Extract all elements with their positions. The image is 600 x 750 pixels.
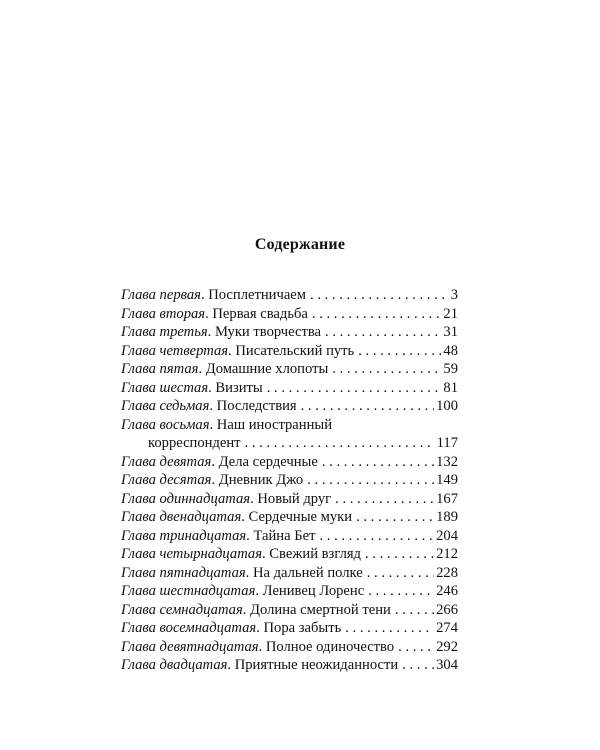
page-number: 48	[443, 342, 458, 359]
chapter-number: Глава третья	[121, 324, 208, 340]
dot-leader	[312, 305, 442, 324]
dot-leader	[245, 434, 435, 453]
chapter-title: Полное одиночество	[265, 638, 395, 655]
toc-entry[interactable]: Глава пятая. Домашние хлопоты . . . 59	[121, 360, 458, 379]
chapter-title: Свежий взгляд	[269, 546, 361, 562]
table-of-contents	[121, 286, 458, 675]
toc-entry[interactable]: Глава первая. Посплетничаем . . . 3	[121, 286, 458, 305]
chapter-title: Приятные неожиданности	[234, 657, 399, 673]
toc-entry[interactable]: Глава десятая. Дневник Джо . . . 149	[121, 471, 458, 490]
toc-entry[interactable]: Глава девятая. Дела сердечные . . . 132	[121, 453, 458, 472]
chapter-number: Глава седьмая	[121, 398, 210, 414]
chapter-number: Глава вторая	[121, 305, 206, 322]
chapter-number: Глава десятая	[121, 472, 212, 488]
toc-entry[interactable]: Глава шестая. Визиты . . . 81	[121, 379, 458, 398]
dot-leader	[267, 379, 442, 398]
page-number: 204	[436, 527, 458, 544]
dot-leader	[402, 656, 434, 675]
page-number: 292	[436, 638, 458, 655]
chapter-title: Посплетничаем	[208, 287, 307, 303]
dot-leader	[301, 397, 434, 416]
dot-leader	[395, 601, 434, 620]
toc-entry[interactable]: Глава третья. Муки творчества . . . 31	[121, 323, 458, 342]
dot-leader	[332, 360, 441, 379]
toc-entry[interactable]: Глава вторая. Первая свадьба . . . 21	[121, 305, 458, 324]
chapter-title: Дневник Джо	[218, 472, 304, 488]
chapter-number: Глава девятая	[121, 453, 212, 470]
toc-entry[interactable]: Глава семнадцатая. Долина смертной тени . . . 266	[121, 601, 458, 620]
toc-entry[interactable]: Глава двадцатая. Приятные неожиданности . . . 304	[121, 656, 458, 675]
dot-leader	[325, 323, 441, 342]
dot-leader	[398, 638, 434, 657]
page-number: 31	[443, 324, 458, 340]
dot-leader	[358, 342, 441, 361]
page-number: 132	[436, 453, 458, 470]
page-number: 189	[436, 509, 458, 525]
dot-leader	[345, 619, 434, 638]
chapter-title: Визиты	[215, 379, 263, 396]
chapter-number: Глава шестнадцатая	[121, 583, 256, 599]
page-number: 246	[436, 583, 458, 599]
chapter-title: Первая свадьба	[212, 305, 308, 322]
page-number: 21	[443, 305, 458, 322]
toc-entry[interactable]: Глава одиннадцатая. Новый друг . . . 167	[121, 490, 458, 509]
chapter-title: Последствия	[216, 398, 297, 414]
dot-leader	[365, 545, 434, 564]
page-number: 117	[436, 435, 458, 451]
dot-leader	[319, 527, 434, 546]
page-number: 266	[436, 601, 458, 618]
page-number: 212	[436, 546, 458, 562]
toc-entry[interactable]: Глава шестнадцатая. Ленивец Лоренс . . . 246	[121, 582, 458, 601]
chapter-number: Глава четвертая	[121, 342, 229, 359]
toc-entry[interactable]: Глава пятнадцатая. На дальней полке . . . 228	[121, 564, 458, 583]
chapter-title: Писательский путь	[235, 342, 355, 359]
chapter-number: Глава пятая	[121, 361, 199, 377]
page-number: 228	[436, 564, 458, 581]
toc-entry[interactable]: Глава девятнадцатая. Полное одиночество . . . 292	[121, 638, 458, 657]
chapter-title: На дальней полке	[252, 564, 363, 581]
toc-entry[interactable]: Глава четырнадцатая. Свежий взгляд . . . 212	[121, 545, 458, 564]
chapter-title: Новый друг	[257, 490, 332, 507]
toc-entry[interactable]: Глава двенадцатая. Сердечные муки . . . 189	[121, 508, 458, 527]
chapter-title-continuation: корреспондент	[148, 435, 241, 451]
chapter-title: Муки творчества	[214, 324, 322, 340]
toc-entry[interactable]: Глава восемнадцатая. Пора забыть . . . 274	[121, 619, 458, 638]
chapter-number: Глава девятнадцатая	[121, 638, 259, 655]
toc-entry[interactable]: Глава четвертая. Писательский путь . . . 48	[121, 342, 458, 361]
dot-leader	[367, 564, 434, 583]
chapter-number: Глава восемнадцатая	[121, 620, 257, 636]
page-number: 81	[443, 379, 458, 396]
chapter-title: Долина смертной тени	[250, 601, 391, 618]
chapter-number: Глава одиннадцатая	[121, 490, 251, 507]
toc-entry[interactable]: Глава восьмая. Наш иностранный корреспондент . . . 117	[121, 416, 458, 453]
chapter-title: Тайна Бет	[253, 527, 316, 544]
chapter-number: Глава четырнадцатая	[121, 546, 262, 562]
chapter-title: Пора забыть	[263, 620, 342, 636]
chapter-title: Ленивец Лоренс	[262, 583, 365, 599]
dot-leader	[356, 508, 434, 527]
dot-leader	[307, 471, 434, 490]
page-number: 149	[436, 472, 458, 488]
page-number: 167	[436, 490, 458, 507]
page-number: 59	[443, 361, 458, 377]
toc-entry[interactable]: Глава тринадцатая. Тайна Бет . . . 204	[121, 527, 458, 546]
page-number: 100	[436, 398, 458, 414]
dot-leader	[322, 453, 434, 472]
chapter-number: Глава первая	[121, 287, 201, 303]
chapter-title: Наш иностранный	[216, 416, 333, 433]
page-number: 274	[436, 620, 458, 636]
chapter-number: Глава пятнадцатая	[121, 564, 246, 581]
chapter-title: Домашние хлопоты	[205, 361, 329, 377]
toc-heading: Содержание	[254, 236, 346, 253]
page-number: 3	[450, 287, 458, 303]
dot-leader	[335, 490, 434, 509]
chapter-number: Глава восьмая	[121, 416, 210, 433]
chapter-number: Глава семнадцатая	[121, 601, 243, 618]
chapter-number: Глава тринадцатая	[121, 527, 247, 544]
chapter-number: Глава двадцатая	[121, 657, 228, 673]
dot-leader	[368, 582, 434, 601]
chapter-number: Глава двенадцатая	[121, 509, 242, 525]
page-number: 304	[436, 657, 458, 673]
toc-entry[interactable]: Глава седьмая. Последствия . . . 100	[121, 397, 458, 416]
dot-leader	[310, 286, 449, 305]
chapter-number: Глава шестая	[121, 379, 209, 396]
chapter-title: Дела сердечные	[218, 453, 318, 470]
chapter-title: Сердечные муки	[248, 509, 353, 525]
